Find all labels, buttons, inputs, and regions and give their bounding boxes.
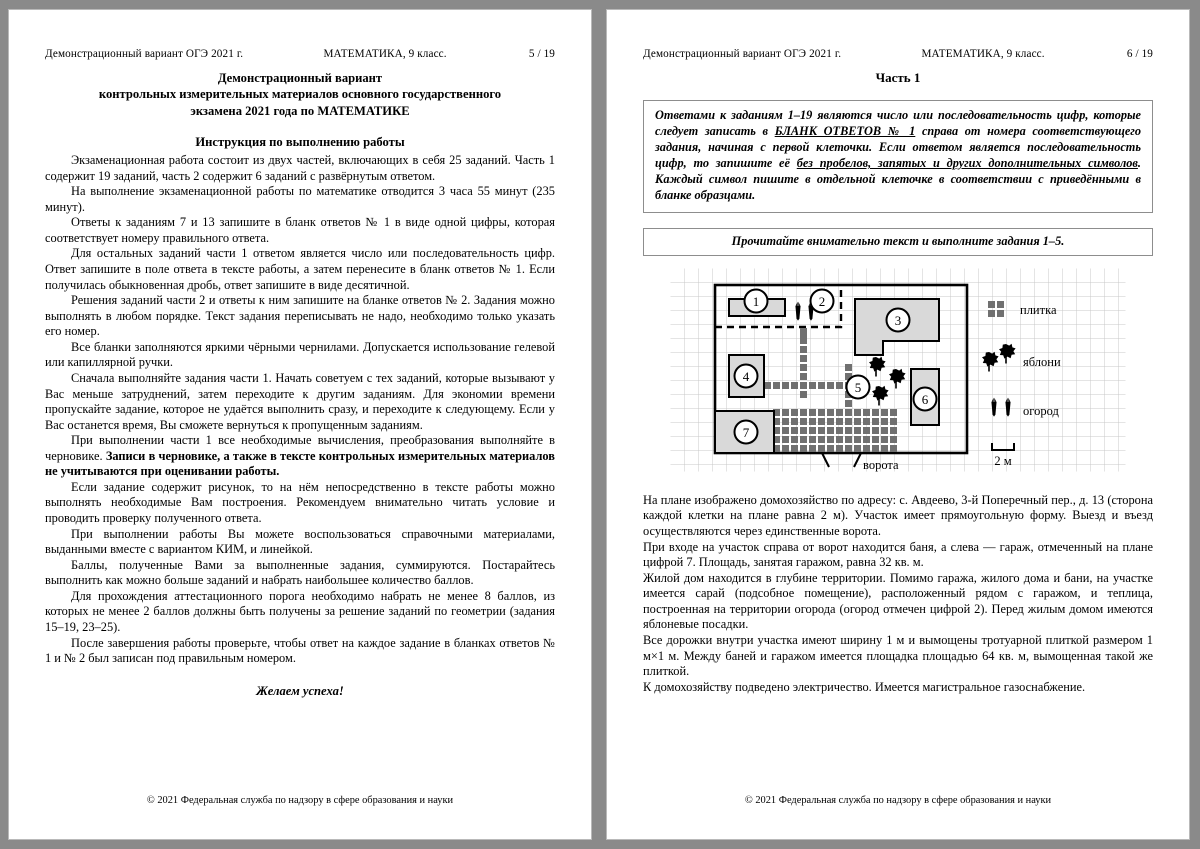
running-head-right: [643, 48, 1153, 60]
description-paragraph: При входе на участок справа от ворот находится баня, а слева — гараж, отмеченный на плане цифрой 7. Площадь, занятая гаражом, равна 32 кв. м.: [643, 539, 1153, 570]
plan-description: [643, 493, 1153, 695]
plan-marker-7-label: 7: [742, 424, 750, 440]
document-title-line-3: экзамена 2021 года по МАТЕМАТИКЕ: [190, 103, 410, 118]
document-title: [45, 70, 555, 119]
plan-marker-5: [847, 375, 870, 398]
answer-sheet-reference: БЛАНК ОТВЕТОВ № 1: [774, 123, 916, 138]
answer-instructions-seg5: . Каждый символ пишите в отдельной клеточке в соответствии с приведёнными в бланке образцами.: [655, 155, 1141, 202]
draft-note-lead: При выполнении части 1 все необходимые вычисления, преобразования выполняйте в черновике.: [45, 433, 555, 463]
plan-marker-1: [745, 289, 768, 312]
plan-marker-6-label: 6: [921, 391, 929, 407]
description-paragraph: Все дорожки внутри участка имеют ширину 1 м и вымощены тротуарной плиткой размером 1 м×1 м. Между баней и гаражом имеется площадка площадью 64 кв. м, вымощенная такой же плиткой.: [643, 632, 1153, 679]
part-one-title: Часть 1: [875, 70, 921, 85]
legend-apple-trees-label: яблони: [1023, 354, 1061, 369]
instruction-paragraph: Ответы к заданиям 7 и 13 запишите в бланк ответов № 1 в виде одной цифры, которая соответствует номеру правильного ответа.: [45, 215, 555, 245]
description-paragraph: На плане изображено домохозяйство по адресу: с. Авдеево, 3-й Поперечный пер., д. 13 (сторона каждой клетки на плане равна 2 м). Участок имеет прямоугольную форму. Выезд и въезд осуществляются через единственные ворота.: [643, 492, 1153, 539]
household-plan-figure: [670, 268, 1126, 480]
plan-marker-3-label: 3: [894, 312, 902, 328]
running-head-pagenum: 5 / 19: [528, 48, 555, 60]
plan-marker-5-label: 5: [854, 379, 862, 395]
instruction-paragraph: На выполнение экзаменационной работы по математике отводится 3 часа 55 минут (235 минут).: [45, 184, 555, 214]
instruction-paragraph: Сначала выполняйте задания части 1. Начать советуем с тех заданий, которые вызывают у Вас меньше затруднений, затем переходите к другим заданиям. Для экономии времени пропускайте задание, которое не удаётся выполнить сразу, и переходите к следующему. Если у Вас останется время, Вы сможете вернуться к пропущенным заданиям.: [45, 370, 555, 432]
page-right: [606, 9, 1190, 840]
footer-copyright-left: © 2021 Федеральная служба по надзору в сфере образования и науки: [146, 795, 454, 806]
plan-marker-4-label: 4: [742, 368, 750, 384]
answer-instructions-seg1: Ответами к заданиям 1–19 являются число или последовательность цифр, которые следует записать в: [655, 108, 1141, 138]
footer-copyright-right: © 2021 Федеральная служба по надзору в сфере образования и науки: [744, 795, 1052, 806]
instruction-paragraph: Баллы, полученные Вами за выполненные задания, суммируются. Постарайтесь выполнить как можно больше заданий и набрать наибольшее количество баллов.: [45, 557, 555, 588]
answer-instructions-seg3: справа от номера соответствующего задания, начиная с первой клеточки. Если ответом является последовательность цифр, то запишите её: [655, 123, 1141, 170]
running-head-subject: МАТЕМАТИКА, 9 класс.: [323, 48, 447, 60]
plan-marker-7: [735, 420, 758, 443]
instruction-section-title: Инструкция по выполнению работы: [195, 135, 405, 150]
plan-marker-2: [811, 289, 834, 312]
instruction-paragraph: После завершения работы проверьте, чтобы ответ на каждое задание в бланках ответов № 1 и № 2 был записан под правильным номером.: [45, 635, 555, 666]
instruction-paragraph: Экзаменационная работа состоит из двух частей, включающих в себя 25 заданий. Часть 1 содержит 19 заданий, часть 2 содержит 6 заданий с развёрнутым ответом.: [45, 153, 555, 183]
instruction-paragraph-emphasised: [45, 433, 555, 480]
answer-instructions-box: [643, 100, 1153, 213]
instruction-paragraph: Для прохождения аттестационного порога необходимо набрать не менее 8 баллов, из которых не менее 2 баллов должны быть получены за решение заданий по геометрии (задания 15–19, 23–25).: [45, 588, 555, 634]
instruction-paragraph: При выполнении работы Вы можете воспользоваться справочными материалами, выданными вместе с вариантом КИМ, и линейкой.: [45, 526, 555, 557]
running-head-left: [45, 48, 555, 60]
instruction-paragraph: Если задание содержит рисунок, то на нём непосредственно в тексте работы можно выполнять необходимые Вам построения. Рекомендуем внимательно читать условие и проводить проверку полученного ответа.: [45, 479, 555, 526]
scale-bar-label: 2 м: [994, 453, 1012, 468]
good-luck-message: Желаем успеха!: [256, 683, 344, 698]
plan-marker-6: [914, 387, 937, 410]
running-head-variant: Демонстрационный вариант ОГЭ 2021 г.: [45, 48, 244, 60]
plan-marker-2-label: 2: [818, 293, 826, 309]
running-head-variant: Демонстрационный вариант ОГЭ 2021 г.: [643, 48, 842, 60]
draft-note-bold: Записи в черновике, а также в тексте контрольных измерительных материалов не учитываются при оценивании работы.: [45, 448, 555, 479]
page-left: [8, 9, 592, 840]
legend-garden-label: огород: [1023, 403, 1059, 418]
instruction-paragraph: Все бланки заполняются яркими чёрными чернилами. Допускается использование гелевой или капиллярной ручки.: [45, 339, 555, 370]
plan-marker-1-label: 1: [752, 293, 760, 309]
running-head-pagenum: 6 / 19: [1126, 48, 1153, 60]
description-paragraph: К домохозяйству подведено электричество. Имеется магистральное газоснабжение.: [643, 679, 1086, 694]
running-head-subject: МАТЕМАТИКА, 9 класс.: [921, 48, 1045, 60]
document-title-line-1: Демонстрационный вариант: [217, 71, 383, 85]
read-text-box: Прочитайте внимательно текст и выполните задания 1–5.: [643, 228, 1153, 256]
document-title-line-2: контрольных измерительных материалов основного государственного: [98, 87, 502, 102]
instruction-paragraph: Для остальных заданий части 1 ответом является число или последовательность цифр. Ответ запишите в поле ответа в тексте работы, а затем перенесите в бланк ответов № 1. Если получилась обыкновенная дробь, ответ запишите в виде десятичной.: [45, 246, 555, 292]
gate-label: ворота: [863, 457, 899, 472]
legend-tile-label: плитка: [1020, 302, 1057, 317]
plan-marker-4: [735, 364, 758, 387]
description-paragraph: Жилой дом находится в глубине территории. Помимо гаража, жилого дома и бани, на участке имеется сарай (подсобное помещение), расположенный рядом с гаражом, и теплица, построенная на территории огорода (огород отмечен цифрой 2). Перед жилым домом имеются яблоневые посадки.: [643, 570, 1153, 632]
plan-marker-3: [887, 308, 910, 331]
no-separators-note: без пробелов, запятых и других дополнительных символов: [796, 155, 1138, 170]
instruction-paragraph: Решения заданий части 2 и ответы к ним запишите на бланке ответов № 2. Задания можно выполнять в любом порядке. Текст задания переписывать не надо, необходимо только указать его номер.: [45, 293, 555, 339]
